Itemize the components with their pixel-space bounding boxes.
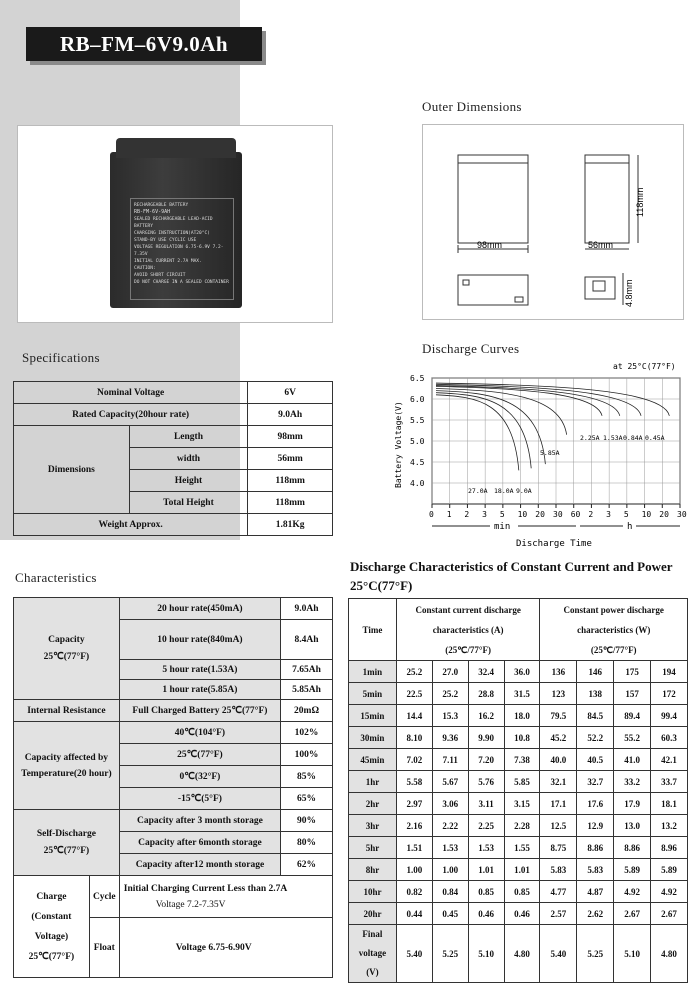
- value-cell: 84.5: [577, 705, 614, 727]
- time-cell: 8hr: [349, 859, 397, 881]
- capacity-value: 5.85Ah: [281, 680, 333, 700]
- value-cell: 2.67: [614, 903, 651, 925]
- table-row: [349, 859, 688, 881]
- table-row: [14, 426, 333, 448]
- capacity-rate: 10 hour rate(840mA): [119, 620, 280, 660]
- value-cell: 138: [577, 683, 614, 705]
- table-row: [349, 749, 688, 771]
- x-tick-label: 5: [499, 510, 505, 519]
- value-cell: 8.86: [614, 837, 651, 859]
- value-cell: 0.46: [504, 903, 540, 925]
- rated-capacity-value: 9.0Ah: [248, 404, 333, 426]
- charge-label-1: Charge: [36, 891, 67, 902]
- height-dim: 118mm: [635, 187, 645, 217]
- value-cell: 36.0: [504, 661, 540, 683]
- outer-dimensions-drawing: [422, 124, 684, 320]
- value-cell: 17.9: [614, 793, 651, 815]
- curve-label: 5.85A: [540, 449, 560, 457]
- value-cell: 33.7: [651, 771, 688, 793]
- value-cell: 146: [577, 661, 614, 683]
- time-cell: 2hr: [349, 793, 397, 815]
- y-tick-label: 6.5: [410, 374, 425, 383]
- value-cell: 4.92: [614, 881, 651, 903]
- x-tick-label: 60: [570, 510, 581, 519]
- value-cell: 8.96: [651, 837, 688, 859]
- page-title: RB–FM–6V9.0Ah: [26, 27, 262, 61]
- value-cell: 3.15: [504, 793, 540, 815]
- y-axis-label: Battery Voltage(V): [394, 401, 403, 488]
- x-tick-label: 5: [623, 510, 629, 519]
- final-voltage-cell: 4.80: [651, 925, 688, 983]
- discharge-table-title: Discharge Characteristics of Constant Current and Power 25°C(77°F): [350, 559, 673, 593]
- x-tick-label: 2: [464, 510, 470, 519]
- x-tick-label: 30: [553, 510, 563, 519]
- capacity-label-cell: [14, 598, 120, 700]
- value-cell: 40.0: [540, 749, 577, 771]
- internal-resistance-condition: Full Charged Battery 25℃(77°F): [119, 700, 280, 722]
- capacity-value: 9.0Ah: [281, 598, 333, 620]
- value-cell: 5.85: [504, 771, 540, 793]
- value-cell: 1.01: [468, 859, 504, 881]
- capacity-temp: 25℃(77°F): [43, 652, 90, 662]
- x-tick-label: 20: [535, 510, 545, 519]
- self-discharge-value: 80%: [281, 832, 333, 854]
- table-row: [14, 810, 333, 832]
- table-row: [14, 722, 333, 744]
- value-cell: 157: [614, 683, 651, 705]
- time-cell: 45min: [349, 749, 397, 771]
- table-row: [14, 876, 333, 918]
- value-cell: 45.2: [540, 727, 577, 749]
- value-cell: 3.11: [468, 793, 504, 815]
- x-tick-label: 0: [429, 510, 434, 519]
- width-value: 56mm: [248, 448, 333, 470]
- value-cell: 1.00: [396, 859, 432, 881]
- value-cell: 1.53: [468, 837, 504, 859]
- curve-label: 2.25A: [580, 434, 600, 442]
- temperature-label-1: Capacity affected by: [24, 752, 109, 763]
- value-cell: 1.01: [504, 859, 540, 881]
- table-row: [14, 700, 333, 722]
- constant-power-header: Constant power discharge characteristics (W) (25℃/77°F): [540, 599, 688, 661]
- chart-title: at 25°C(77°F): [613, 362, 676, 371]
- capacity-rate: 20 hour rate(450mA): [119, 598, 280, 620]
- value-cell: 4.87: [577, 881, 614, 903]
- value-cell: 5.89: [651, 859, 688, 881]
- self-discharge-condition: Capacity after12 month storage: [119, 854, 280, 876]
- internal-resistance-value: 20mΩ: [281, 700, 333, 722]
- value-cell: 5.83: [577, 859, 614, 881]
- internal-resistance-label: Internal Resistance: [14, 700, 120, 722]
- value-cell: 60.3: [651, 727, 688, 749]
- x-tick-label: 2: [588, 510, 594, 519]
- final-voltage-cell: 5.10: [614, 925, 651, 983]
- self-discharge-label: Self-Discharge: [36, 829, 96, 839]
- value-cell: 5.67: [432, 771, 468, 793]
- total-height-label: Total Height: [129, 492, 248, 514]
- capacity-value: 7.65Ah: [281, 660, 333, 680]
- value-cell: 2.25: [468, 815, 504, 837]
- value-cell: 4.92: [651, 881, 688, 903]
- x-tick-label: 3: [482, 510, 487, 519]
- curve-label: 1.53A: [603, 434, 623, 442]
- value-cell: 79.5: [540, 705, 577, 727]
- final-voltage-cell: 5.25: [577, 925, 614, 983]
- discharge-chart-svg: [390, 360, 690, 552]
- value-cell: 194: [651, 661, 688, 683]
- value-cell: 1.53: [432, 837, 468, 859]
- capacity-rate: 5 hour rate(1.53A): [119, 660, 280, 680]
- final-voltage-cell: 5.40: [396, 925, 432, 983]
- temperature-condition: 25℃(77°F): [119, 744, 280, 766]
- width-dim: 56mm: [588, 240, 614, 250]
- discharge-curve: [436, 386, 602, 415]
- weight-label: Weight Approx.: [14, 514, 248, 536]
- table-row: [14, 404, 333, 426]
- value-cell: 25.2: [396, 661, 432, 683]
- value-cell: 1.51: [396, 837, 432, 859]
- curve-label: 18.0A: [494, 487, 514, 495]
- value-cell: 12.5: [540, 815, 577, 837]
- value-cell: 16.2: [468, 705, 504, 727]
- value-cell: 172: [651, 683, 688, 705]
- value-cell: 40.5: [577, 749, 614, 771]
- y-tick-label: 5.5: [410, 416, 425, 425]
- charge-label-cell: [14, 876, 90, 978]
- self-discharge-value: 90%: [281, 810, 333, 832]
- self-discharge-condition: Capacity after 6month storage: [119, 832, 280, 854]
- height-value: 118mm: [248, 470, 333, 492]
- temperature-label-cell: [14, 722, 120, 810]
- table-row: [349, 705, 688, 727]
- value-cell: 18.0: [504, 705, 540, 727]
- value-cell: 0.85: [504, 881, 540, 903]
- x-tick-label: 20: [659, 510, 669, 519]
- curve-label: 0.84A: [623, 434, 643, 442]
- time-cell: 1hr: [349, 771, 397, 793]
- dimensions-label: Dimensions: [14, 426, 130, 514]
- value-cell: 136: [540, 661, 577, 683]
- value-cell: 175: [614, 661, 651, 683]
- table-row: [349, 881, 688, 903]
- table-row: [14, 598, 333, 620]
- value-cell: 8.10: [396, 727, 432, 749]
- value-cell: 8.86: [577, 837, 614, 859]
- value-cell: 9.36: [432, 727, 468, 749]
- table-row: [349, 683, 688, 705]
- terminal-dim: 4.8mm: [624, 279, 634, 307]
- value-cell: 52.2: [577, 727, 614, 749]
- value-cell: 27.0: [432, 661, 468, 683]
- value-cell: 5.76: [468, 771, 504, 793]
- value-cell: 0.45: [432, 903, 468, 925]
- total-height-value: 118mm: [248, 492, 333, 514]
- discharge-characteristics-table: [348, 598, 688, 983]
- length-dim: 98mm: [477, 240, 503, 250]
- value-cell: 123: [540, 683, 577, 705]
- x-tick-label: 30: [677, 510, 687, 519]
- time-cell: 3hr: [349, 815, 397, 837]
- value-cell: 32.7: [577, 771, 614, 793]
- capacity-label: Capacity: [48, 635, 85, 645]
- value-cell: 0.84: [432, 881, 468, 903]
- value-cell: 7.38: [504, 749, 540, 771]
- length-value: 98mm: [248, 426, 333, 448]
- battery-image: [110, 138, 242, 308]
- value-cell: 7.02: [396, 749, 432, 771]
- final-voltage-cell: 4.80: [504, 925, 540, 983]
- value-cell: 5.89: [614, 859, 651, 881]
- x-unit-h: h: [627, 522, 633, 532]
- value-cell: 12.9: [577, 815, 614, 837]
- value-cell: 1.55: [504, 837, 540, 859]
- time-cell: 10hr: [349, 881, 397, 903]
- temperature-condition: 0℃(32°F): [119, 766, 280, 788]
- height-label: Height: [129, 470, 248, 492]
- temperature-value: 85%: [281, 766, 333, 788]
- value-cell: 32.1: [540, 771, 577, 793]
- y-tick-label: 4.0: [410, 479, 425, 488]
- table-row: [349, 815, 688, 837]
- curve-label: 27.0A: [468, 487, 488, 495]
- value-cell: 42.1: [651, 749, 688, 771]
- discharge-curve: [436, 395, 519, 471]
- value-cell: 5.58: [396, 771, 432, 793]
- table-header-row: [349, 599, 688, 661]
- value-cell: 13.2: [651, 815, 688, 837]
- x-axis-label: Discharge Time: [516, 539, 592, 549]
- value-cell: 22.5: [396, 683, 432, 705]
- self-discharge-label-cell: [14, 810, 120, 876]
- value-cell: 2.97: [396, 793, 432, 815]
- capacity-value: 8.4Ah: [281, 620, 333, 660]
- value-cell: 2.28: [504, 815, 540, 837]
- final-voltage-row: [349, 925, 688, 983]
- temperature-condition: -15℃(5°F): [119, 788, 280, 810]
- cycle-charging-cell: [119, 876, 332, 918]
- value-cell: 2.22: [432, 815, 468, 837]
- discharge-curve: [436, 389, 567, 435]
- width-label: width: [129, 448, 248, 470]
- length-label: Length: [129, 426, 248, 448]
- value-cell: 89.4: [614, 705, 651, 727]
- charge-label-2: (Constant: [31, 911, 72, 922]
- value-cell: 32.4: [468, 661, 504, 683]
- cycle-voltage: Voltage 7.2-7.35V: [155, 899, 226, 910]
- final-voltage-cell: 5.40: [540, 925, 577, 983]
- time-cell: 15min: [349, 705, 397, 727]
- constant-current-header: Constant current discharge characteristics (A) (25℃/77°F): [396, 599, 540, 661]
- value-cell: 2.16: [396, 815, 432, 837]
- temperature-value: 65%: [281, 788, 333, 810]
- value-cell: 14.4: [396, 705, 432, 727]
- final-voltage-cell: 5.10: [468, 925, 504, 983]
- specifications-heading: Specifications: [22, 350, 100, 365]
- x-tick-label: 3: [606, 510, 611, 519]
- self-discharge-condition: Capacity after 3 month storage: [119, 810, 280, 832]
- table-row: [349, 793, 688, 815]
- value-cell: 1.00: [432, 859, 468, 881]
- y-tick-label: 5.0: [410, 437, 425, 446]
- curve-label: 9.0A: [516, 487, 532, 495]
- temperature-condition: 40℃(104°F): [119, 722, 280, 744]
- time-cell: 20hr: [349, 903, 397, 925]
- battery-photo: [17, 125, 333, 323]
- table-row: [349, 771, 688, 793]
- x-tick-label: 10: [517, 510, 528, 519]
- time-cell: 30min: [349, 727, 397, 749]
- x-unit-min: min: [494, 522, 511, 532]
- value-cell: 9.90: [468, 727, 504, 749]
- self-discharge-value: 62%: [281, 854, 333, 876]
- temperature-value: 100%: [281, 744, 333, 766]
- specifications-table: [13, 381, 333, 536]
- value-cell: 8.75: [540, 837, 577, 859]
- value-cell: 25.2: [432, 683, 468, 705]
- value-cell: 0.44: [396, 903, 432, 925]
- value-cell: 15.3: [432, 705, 468, 727]
- value-cell: 10.8: [504, 727, 540, 749]
- float-label: Float: [89, 918, 119, 978]
- value-cell: 2.62: [577, 903, 614, 925]
- value-cell: 55.2: [614, 727, 651, 749]
- final-voltage-label: Final voltage (V): [349, 925, 397, 983]
- y-tick-label: 4.5: [410, 458, 425, 467]
- value-cell: 33.2: [614, 771, 651, 793]
- cycle-label: Cycle: [89, 876, 119, 918]
- value-cell: 0.85: [468, 881, 504, 903]
- temperature-label-2: Temperature(20 hour): [21, 768, 112, 779]
- table-row: [14, 382, 333, 404]
- time-cell: 5min: [349, 683, 397, 705]
- discharge-curves-heading: Discharge Curves: [422, 341, 520, 356]
- value-cell: 0.46: [468, 903, 504, 925]
- discharge-curves-chart: [390, 360, 690, 552]
- value-cell: 31.5: [504, 683, 540, 705]
- value-cell: 4.77: [540, 881, 577, 903]
- value-cell: 2.67: [651, 903, 688, 925]
- value-cell: 5.83: [540, 859, 577, 881]
- time-cell: 1min: [349, 661, 397, 683]
- value-cell: 3.06: [432, 793, 468, 815]
- rated-capacity-label: Rated Capacity(20hour rate): [14, 404, 248, 426]
- battery-label: RECHARGEABLE BATTERY RB-FM-6V-9AH SEALED RECHARGEABLE LEAD-ACID BATTERY CHARGING INSTRUCTION(AT20°C) STAND-BY USE CYCLIC USE VOLTAGE REGULATION 6.75-6.9V 7.2-7.35V INITIAL CURRENT 2.7A MAX. CAUTION: AVOID SHORT CIRCUIT DO NOT CHARGE IN A SEALED CONTAINER: [130, 198, 234, 300]
- y-tick-label: 6.0: [410, 395, 425, 404]
- value-cell: 99.4: [651, 705, 688, 727]
- charge-label-3: Voltage): [34, 931, 69, 942]
- table-row: [349, 903, 688, 925]
- time-header: Time: [349, 599, 397, 661]
- value-cell: 13.0: [614, 815, 651, 837]
- self-discharge-temp: 25℃(77°F): [43, 846, 90, 856]
- value-cell: 2.57: [540, 903, 577, 925]
- characteristics-table: [13, 597, 333, 978]
- outer-dimensions-heading: Outer Dimensions: [422, 99, 522, 114]
- value-cell: 18.1: [651, 793, 688, 815]
- float-voltage: Voltage 6.75-6.90V: [119, 918, 332, 978]
- cycle-current: Initial Charging Current Less than 2.7A: [123, 883, 288, 894]
- weight-value: 1.81Kg: [248, 514, 333, 536]
- x-tick-label: 1: [446, 510, 452, 519]
- final-voltage-cell: 5.25: [432, 925, 468, 983]
- value-cell: 17.1: [540, 793, 577, 815]
- temperature-value: 102%: [281, 722, 333, 744]
- table-row: [14, 514, 333, 536]
- charge-label-4: 25℃(77°F): [28, 951, 75, 962]
- time-cell: 5hr: [349, 837, 397, 859]
- characteristics-heading: Characteristics: [15, 570, 97, 585]
- nominal-voltage-label: Nominal Voltage: [14, 382, 248, 404]
- table-row: [349, 837, 688, 859]
- nominal-voltage-value: 6V: [248, 382, 333, 404]
- value-cell: 41.0: [614, 749, 651, 771]
- value-cell: 7.11: [432, 749, 468, 771]
- table-row: [349, 661, 688, 683]
- value-cell: 17.6: [577, 793, 614, 815]
- curve-label: 0.45A: [645, 434, 665, 442]
- value-cell: 7.20: [468, 749, 504, 771]
- value-cell: 0.82: [396, 881, 432, 903]
- value-cell: 28.8: [468, 683, 504, 705]
- capacity-rate: 1 hour rate(5.85A): [119, 680, 280, 700]
- table-row: [349, 727, 688, 749]
- x-tick-label: 10: [641, 510, 652, 519]
